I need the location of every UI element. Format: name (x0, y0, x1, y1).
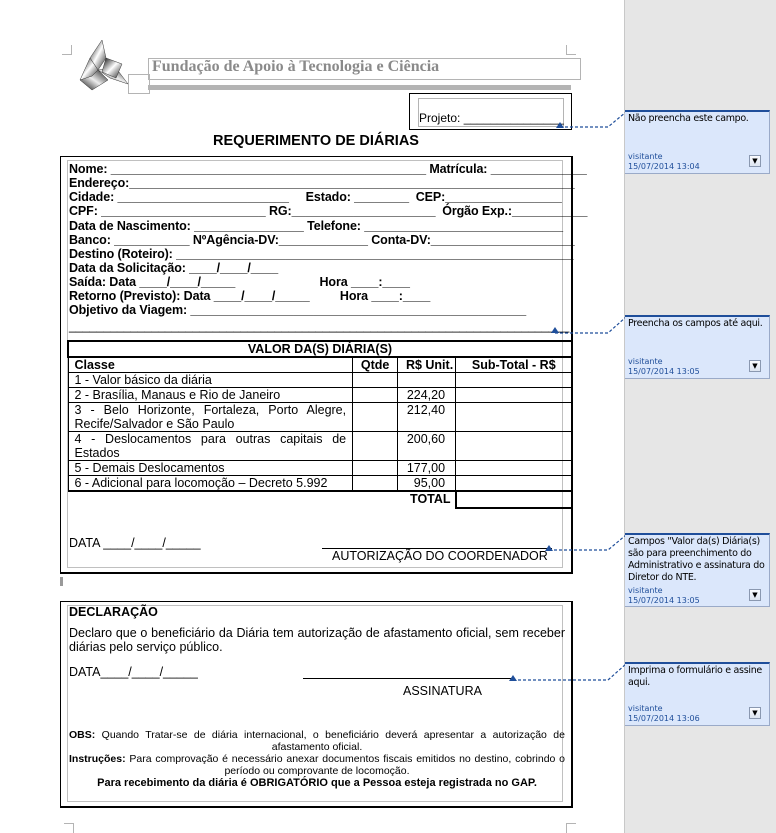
comment-text: Imprima o formulário e assine aqui. (628, 665, 762, 688)
obs-text: Quando Tratar-se de diária internacional, o beneficiário deverá apresentar a autorização de afastamento oficial. (95, 729, 565, 753)
comment-card[interactable] (625, 533, 770, 607)
field-retorno[interactable]: Retorno (Previsto): Data ____/____/_____ Hora ____:____ (69, 289, 431, 303)
comment-card[interactable] (625, 110, 770, 174)
table-row (68, 403, 572, 432)
cell-subtotal[interactable] (456, 373, 572, 388)
cell-classe: 4 - Deslocamentos para outras capitais de Estados (68, 432, 353, 461)
comment-date: 15/07/2014 13:05 (628, 367, 700, 376)
cell-unit (398, 373, 456, 388)
comment-menu-dropdown-icon[interactable]: ▼ (749, 360, 761, 372)
comment-author: visitante (628, 357, 663, 366)
values-table (67, 340, 573, 509)
field-cidade-estado-cep[interactable]: Cidade: _________________________ Estado: ________ CEP:_________________ (69, 190, 562, 204)
cell-classe: 5 - Demais Deslocamentos (68, 461, 353, 476)
declaration-text: Declaro que o beneficiário da Diária tem autorização de afastamento oficial, sem receber diárias pelo serviço público. (69, 626, 565, 654)
comment-author: visitante (628, 704, 663, 713)
comment-anchor-icon[interactable] (556, 122, 564, 128)
cell-qtde[interactable] (353, 388, 398, 403)
cell-classe: 1 - Valor básico da diária (68, 373, 353, 388)
comment-menu-dropdown-icon[interactable]: ▼ (749, 707, 761, 719)
page-corner-mark (62, 45, 72, 55)
cell-subtotal[interactable] (456, 403, 572, 432)
coordinator-signature-label: AUTORIZAÇÃO DO COORDENADOR (332, 549, 548, 563)
cell-classe: 2 - Brasília, Manaus e Rio de Janeiro (68, 388, 353, 403)
values-table-title: VALOR DA(S) DIÁRIA(S) (68, 341, 572, 357)
comment-menu-dropdown-icon[interactable]: ▼ (749, 589, 761, 601)
final-note: Para recebimento da diária é OBRIGATÓRIO que a Pessoa esteja registrada no GAP. (97, 777, 537, 789)
cell-classe: 6 - Adicional para locomoção – Decreto 5.992 (68, 476, 353, 492)
column-header-classe: Classe (68, 357, 353, 373)
total-label: TOTAL (410, 492, 451, 506)
cell-qtde[interactable] (353, 476, 398, 492)
observations-block (69, 729, 565, 789)
table-row (68, 461, 572, 476)
field-saida[interactable]: Saída: Data ____/____/_____ Hora ____:____ (69, 275, 410, 289)
instructions-text: Para comprovação é necessário anexar documentos fiscais emitidos no destino, cobrindo o período ou comprovante de locomoção. (125, 753, 565, 777)
column-header-unit: R$ Unit. (398, 357, 456, 373)
comment-text: Preencha os campos até aqui. (628, 318, 763, 329)
declaration-signature-label: ASSINATURA (403, 684, 482, 698)
table-row (68, 432, 572, 461)
page-corner-mark (64, 823, 74, 833)
document-title: REQUERIMENTO DE DIÁRIAS (213, 133, 419, 149)
table-row (68, 388, 572, 403)
total-value-cell[interactable] (456, 491, 572, 508)
comment-date: 15/07/2014 13:04 (628, 162, 700, 171)
cell-unit: 212,40 (398, 403, 456, 432)
field-cpf-rg-orgao[interactable]: CPF: ________________________ RG:_____________________ Órgão Exp.:___________ (69, 204, 588, 218)
comment-author: visitante (628, 586, 663, 595)
cell-qtde[interactable] (353, 403, 398, 432)
cell-qtde[interactable] (353, 432, 398, 461)
field-objetivo[interactable]: Objetivo da Viagem: _________________________________________________ (69, 303, 527, 317)
header-divider (148, 85, 571, 90)
field-endereco[interactable]: Endereço:_________________________________________________________________ (69, 176, 575, 190)
cell-subtotal[interactable] (456, 388, 572, 403)
declaration-title: DECLARAÇÃO (69, 605, 158, 619)
cell-subtotal[interactable] (456, 432, 572, 461)
cell-unit: 224,20 (398, 388, 456, 403)
comment-anchor-icon[interactable] (551, 327, 559, 333)
cell-subtotal[interactable] (456, 476, 572, 492)
cell-subtotal[interactable] (456, 461, 572, 476)
comment-card[interactable] (625, 315, 770, 379)
comment-anchor-icon[interactable] (509, 675, 517, 681)
page-corner-mark (566, 823, 576, 833)
obs-label: OBS: (69, 729, 96, 741)
field-destino[interactable]: Destino (Roteiro): __________________________________________________________ (69, 247, 574, 261)
cell-qtde[interactable] (353, 373, 398, 388)
column-header-subtotal: Sub-Total - R$ (456, 357, 572, 373)
authorization-date-field[interactable]: DATA ____/____/_____ (69, 536, 201, 550)
cell-unit: 95,00 (398, 476, 456, 492)
field-banco-agencia-conta[interactable]: Banco: ___________ NºAgência-DV:_____________ Conta-DV:_____________________ (69, 233, 575, 247)
comment-anchor-icon[interactable] (545, 545, 553, 551)
column-header-qtde: Qtde (353, 357, 398, 373)
paragraph-mark (60, 577, 63, 586)
comment-text: Campos "Valor da(s) Diária(s) são para preenchimento do Administrativo e assinatura do Diretor do NTE. (628, 536, 765, 583)
cell-classe: 3 - Belo Horizonte, Fortaleza, Porto Alegre, Recife/Salvador e São Paulo (68, 403, 353, 432)
field-objetivo-continuation[interactable]: _________________________________________________________________________ (69, 319, 570, 333)
page-corner-mark (566, 45, 576, 55)
cell-qtde[interactable] (353, 461, 398, 476)
comment-date: 15/07/2014 13:06 (628, 714, 700, 723)
comment-date: 15/07/2014 13:05 (628, 596, 700, 605)
field-nome-matricula[interactable]: Nome: ______________________________________________ Matrícula: ______________ (69, 162, 587, 176)
declaration-signature-line (303, 678, 515, 679)
field-data-solicitacao[interactable]: Data da Solicitação: ____/____/____ (69, 261, 279, 275)
table-row (68, 476, 572, 492)
field-nascimento-telefone[interactable]: Data de Nascimento: ________________ Telefone: _____________________________ (69, 219, 563, 233)
instructions-label: Instruções: (69, 753, 126, 765)
comment-card[interactable] (625, 662, 770, 726)
project-field[interactable]: Projeto: _______________ (419, 111, 564, 125)
comment-menu-dropdown-icon[interactable]: ▼ (749, 155, 761, 167)
cell-unit: 177,00 (398, 461, 456, 476)
cell-unit: 200,60 (398, 432, 456, 461)
comment-author: visitante (628, 152, 663, 161)
table-row (68, 373, 572, 388)
organization-name: Fundação de Apoio à Tecnologia e Ciência (152, 58, 440, 75)
declaration-date-field[interactable]: DATA____/____/_____ (69, 665, 198, 679)
total-row (68, 491, 572, 508)
comment-text: Não preencha este campo. (628, 113, 749, 124)
image-anchor-frame (128, 74, 150, 94)
